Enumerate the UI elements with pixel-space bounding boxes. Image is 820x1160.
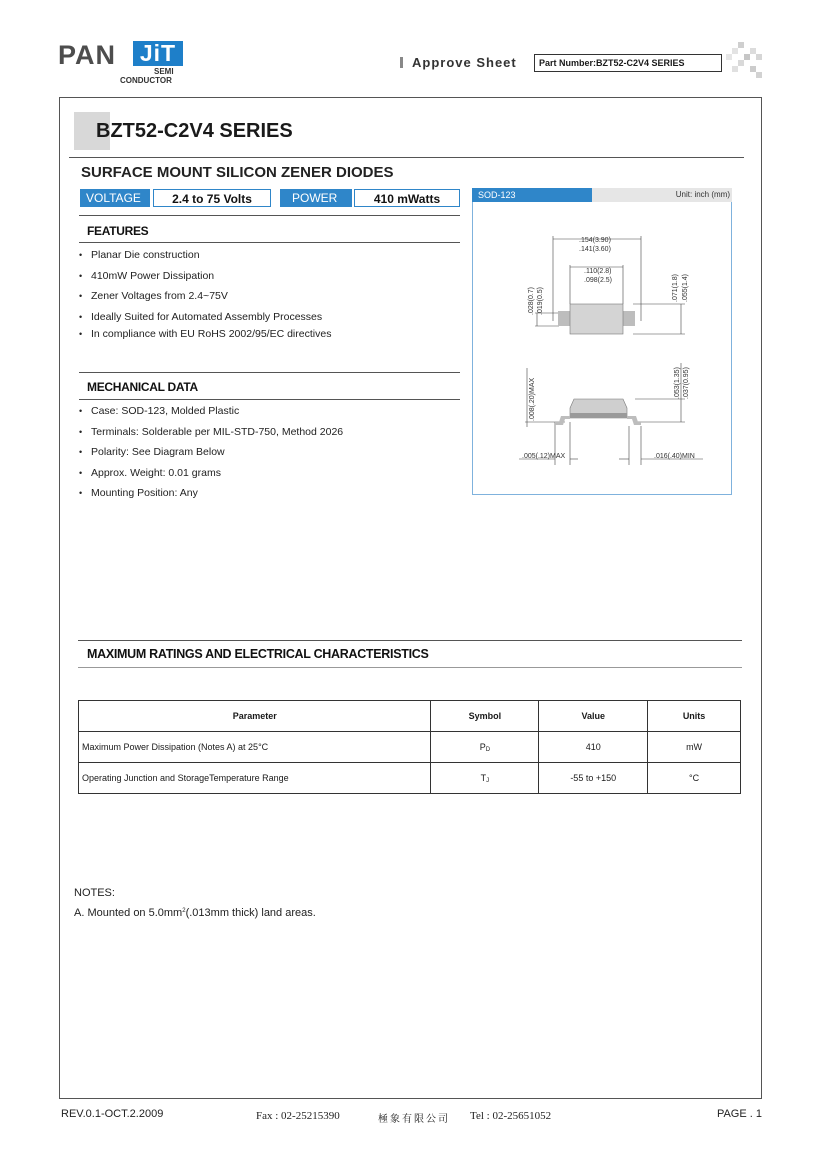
features-bottom-line xyxy=(79,242,460,243)
list-item: • Planar Die construction xyxy=(79,248,469,269)
list-item: • Zener Voltages from 2.4~75V xyxy=(79,289,469,310)
logo-jit-text: JiT xyxy=(133,41,183,66)
lead-side-right xyxy=(627,416,641,425)
ratings-bottom-line xyxy=(78,667,742,668)
dim-body-h-max: .053(1.35) xyxy=(674,367,681,399)
footer-fax: Fax : 02-25215390 xyxy=(256,1110,340,1122)
dim-body-max: .110(2.8) xyxy=(584,268,612,275)
column-header: Value xyxy=(539,701,648,732)
ratings-top-line xyxy=(78,640,742,641)
power-value: 410 mWatts xyxy=(354,189,460,207)
ratings-heading: MAXIMUM RATINGS AND ELECTRICAL CHARACTERISTICS xyxy=(87,647,429,661)
list-item: • Mounting Position: Any xyxy=(79,486,469,507)
cell-value: 410 xyxy=(539,732,648,763)
dim-width-min: .019(0.5) xyxy=(537,286,544,315)
dim-lead-w-max: .071(1.8) xyxy=(672,273,679,302)
table-header-row xyxy=(79,701,741,732)
mechanical-top-line xyxy=(79,372,460,373)
dim-width-max: .028(0.7) xyxy=(528,286,535,315)
package-name: SOD-123 xyxy=(472,188,592,202)
footer-company: 極象有限公司 xyxy=(378,1114,450,1125)
power-label: POWER xyxy=(280,189,352,207)
column-header: Symbol xyxy=(431,701,539,732)
table-row xyxy=(79,732,741,763)
footer-page-number: PAGE . 1 xyxy=(716,1108,762,1120)
mechanical-list xyxy=(79,404,469,507)
page-title: BZT52-C2V4 SERIES xyxy=(96,120,293,142)
panjit-logo xyxy=(58,40,188,88)
column-header: Parameter xyxy=(79,701,431,732)
dim-body-min: .098(2.5) xyxy=(584,277,613,284)
column-header: Units xyxy=(648,701,741,732)
features-heading: FEATURES xyxy=(87,224,149,238)
diode-body-top xyxy=(570,304,623,334)
cell-units: °C xyxy=(648,763,741,794)
dim-body-h-min: .037(0.95) xyxy=(683,367,690,399)
list-item: • In compliance with EU RoHS 2002/95/EC directives xyxy=(79,327,469,348)
note-a: A. Mounted on $5.0mm^2(.013mm$ thick) land areas. xyxy=(74,907,316,919)
part-number-box: Part Number:BZT52-C2V4 SERIES xyxy=(534,54,722,72)
voltage-label: VOLTAGE xyxy=(80,189,150,207)
logo-conductor-text: CONDUCTOR xyxy=(120,76,172,85)
dim-lead-w-min: .055(1.4) xyxy=(682,273,689,302)
cell-parameter: Operating Junction and StorageTemperature Range xyxy=(79,763,431,794)
notes-title: NOTES: xyxy=(74,887,115,899)
cell-symbol: $P_D$ xyxy=(431,732,539,763)
mechanical-bottom-line xyxy=(79,399,460,400)
list-item: • Case: SOD-123, Molded Plastic xyxy=(79,404,469,425)
features-list xyxy=(79,248,469,347)
mechanical-heading: MECHANICAL DATA xyxy=(87,380,198,394)
sod123-outline-drawing xyxy=(473,203,731,494)
footer-tel: Tel : 02-25651052 xyxy=(470,1110,552,1122)
body-side-band xyxy=(570,413,627,418)
cell-parameter: Maximum Power Dissipation (Notes A) at 25°C xyxy=(79,732,431,763)
features-top-line xyxy=(79,215,460,216)
lead-side-left xyxy=(555,416,570,425)
dim-height-max: .008(.20)MAX xyxy=(529,377,536,421)
cell-units: mW xyxy=(648,732,741,763)
lead-right xyxy=(623,311,635,326)
list-item: • 410mW Power Dissipation xyxy=(79,269,469,290)
list-item: • Ideally Suited for Automated Assembly Processes xyxy=(79,310,469,327)
dim-overall-min: .141(3.60) xyxy=(579,246,611,253)
logo-semi-text: SEMI xyxy=(154,67,174,76)
logo-pan-text: PAN xyxy=(58,40,117,70)
footer-revision: REV.0.1-OCT.2.2009 xyxy=(61,1108,164,1120)
title-divider xyxy=(69,157,744,158)
lead-left xyxy=(558,311,570,326)
table-row xyxy=(79,763,741,794)
checker-decoration-icon xyxy=(726,42,762,78)
dim-lead-len: .016(.40)MIN xyxy=(654,453,695,460)
list-item: • Terminals: Solderable per MIL-STD-750, Method 2026 xyxy=(79,425,469,446)
approve-sheet-label: Approve Sheet xyxy=(412,55,517,70)
dim-lead-t: .005(.12)MAX xyxy=(522,453,566,460)
ratings-table xyxy=(78,700,741,794)
dim-overall-max: .154(3.90) xyxy=(579,237,611,244)
voltage-value: 2.4 to 75 Volts xyxy=(153,189,271,207)
list-item: • Approx. Weight: 0.01 grams xyxy=(79,466,469,487)
list-item: • Polarity: See Diagram Below xyxy=(79,445,469,466)
cell-value: -55 to +150 xyxy=(539,763,648,794)
page-subtitle: SURFACE MOUNT SILICON ZENER DIODES xyxy=(81,164,394,181)
cell-symbol: $T_J$ xyxy=(431,763,539,794)
package-unit: Unit: inch (mm) xyxy=(675,190,730,199)
